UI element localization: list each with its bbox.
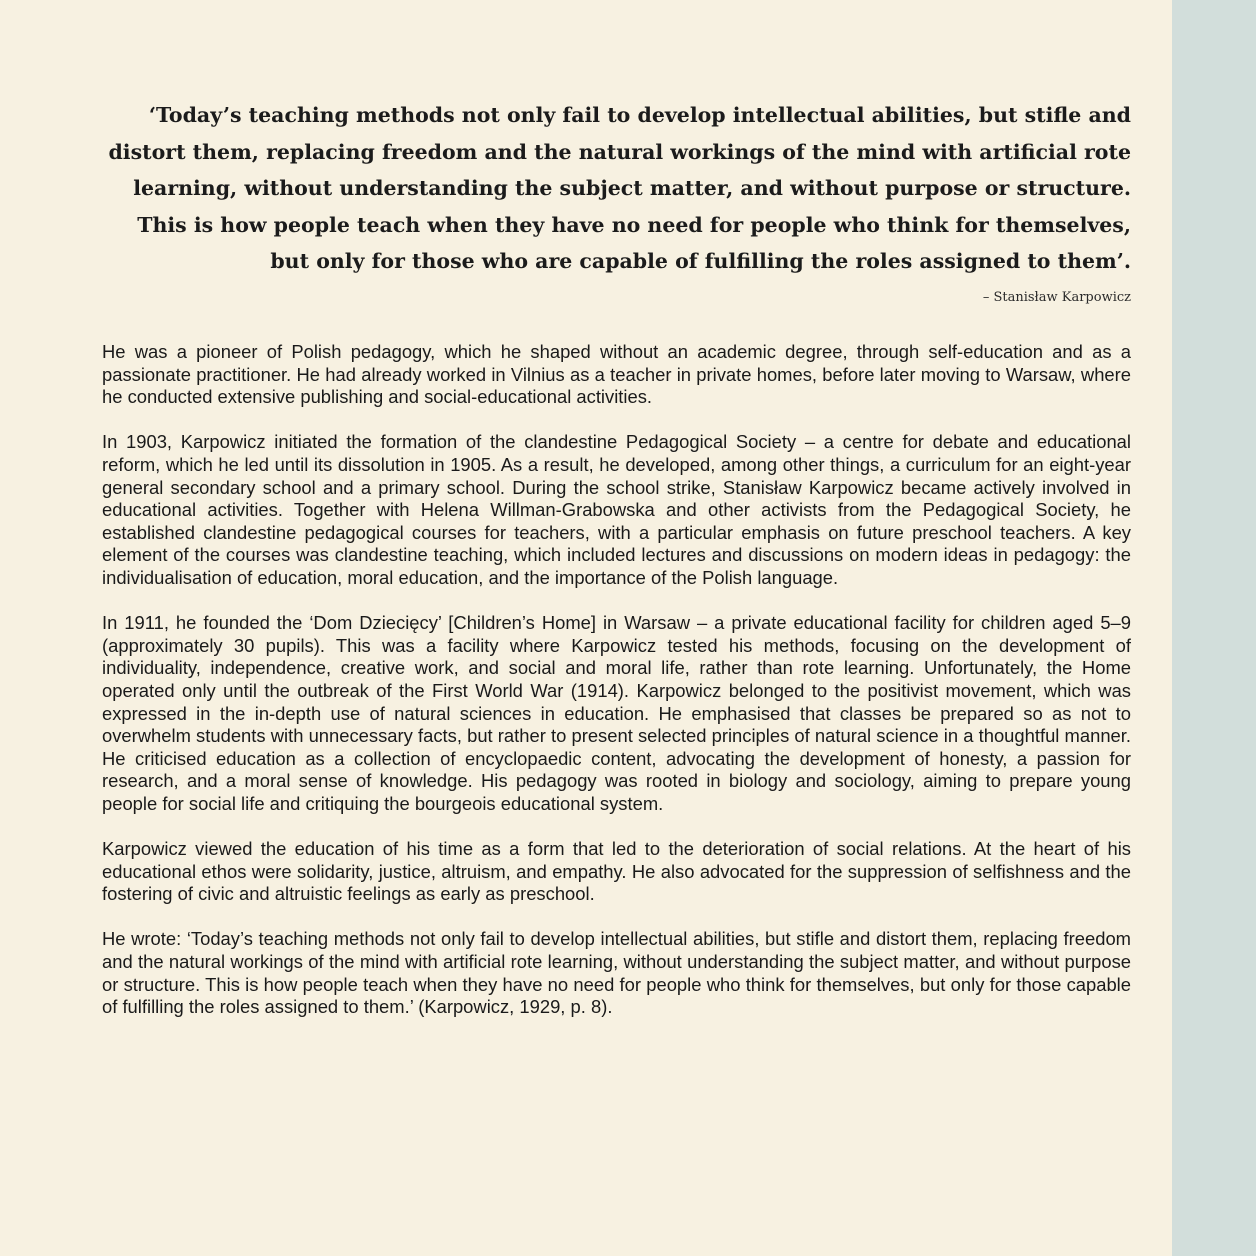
quote-paragraph-2: This is how people teach when they have no need for people who think for themselves, but only for those who are capable of fulfilling the roles assigned to them’.: [137, 212, 1131, 273]
body-paragraph: Karpowicz viewed the education of his time as a form that led to the deterioration of social relations. At the heart of his educational ethos were solidarity, justice, altruism, and empathy. He also advocated for the suppression of selfishness and the fostering of civic and altruistic feelings as early as preschool.: [102, 838, 1131, 905]
side-margin-strip: [1172, 0, 1256, 1256]
quote-paragraph-1: ‘Today’s teaching methods not only fail to develop intellectual abilities, but stifle and distort them, replacing freedom and the natural workings of the mind with artificial rote learning, without understanding the subject matter, and without purpose or structure.: [108, 103, 1131, 200]
body-paragraph: He was a pioneer of Polish pedagogy, which he shaped without an academic degree, through self-education and as a passionate practitioner. He had already worked in Vilnius as a teacher in private homes, before later moving to Warsaw, where he conducted extensive publishing and social-educational activities.: [102, 341, 1131, 408]
pull-quote: [100, 97, 1131, 280]
quote-attribution: – Stanisław Karpowicz: [982, 290, 1131, 305]
body-paragraph: In 1903, Karpowicz initiated the formation of the clandestine Pedagogical Society – a centre for debate and educational reform, which he led until its dissolution in 1905. As a result, he developed, among other things, a curriculum for an eight-year general secondary school and a primary school. During the school strike, Stanisław Karpowicz became actively involved in educational activities. Together with Helena Willman-Grabowska and other activists from the Pedagogical Society, he established clandestine pedagogical courses for teachers, with a particular emphasis on future preschool teachers. A key element of the courses was clandestine teaching, which included lectures and discussions on modern ideas in pedagogy: the individualisation of education, moral education, and the importance of the Polish language.: [102, 431, 1131, 588]
body-paragraph: He wrote: ‘Today’s teaching methods not only fail to develop intellectual abilities, but stifle and distort them, replacing freedom and the natural workings of the mind with artificial rote learning, without understanding the subject matter, and without purpose or structure. This is how people teach when they have no need for people who think for themselves, but only for those capable of fulfilling the roles assigned to them.’ (Karpowicz, 1929, p. 8).: [102, 928, 1131, 1018]
body-text: [102, 341, 1131, 1041]
body-paragraph: In 1911, he founded the ‘Dom Dziecięcy’ [Children’s Home] in Warsaw – a private educational facility for children aged 5–9 (approximately 30 pupils). This was a facility where Karpowicz tested his methods, focusing on the development of individuality, independence, creative work, and social and moral life, rather than rote learning. Unfortunately, the Home operated only until the outbreak of the First World War (1914). Karpowicz belonged to the positivist movement, which was expressed in the in-depth use of natural sciences in education. He emphasised that classes be prepared so as not to overwhelm students with unnecessary facts, but rather to present selected principles of natural science in a thoughtful manner. He criticised education as a collection of encyclopaedic content, advocating the development of honesty, a passion for research, and a moral sense of knowledge. His pedagogy was rooted in biology and sociology, aiming to prepare young people for social life and critiquing the bourgeois educational system.: [102, 612, 1131, 814]
